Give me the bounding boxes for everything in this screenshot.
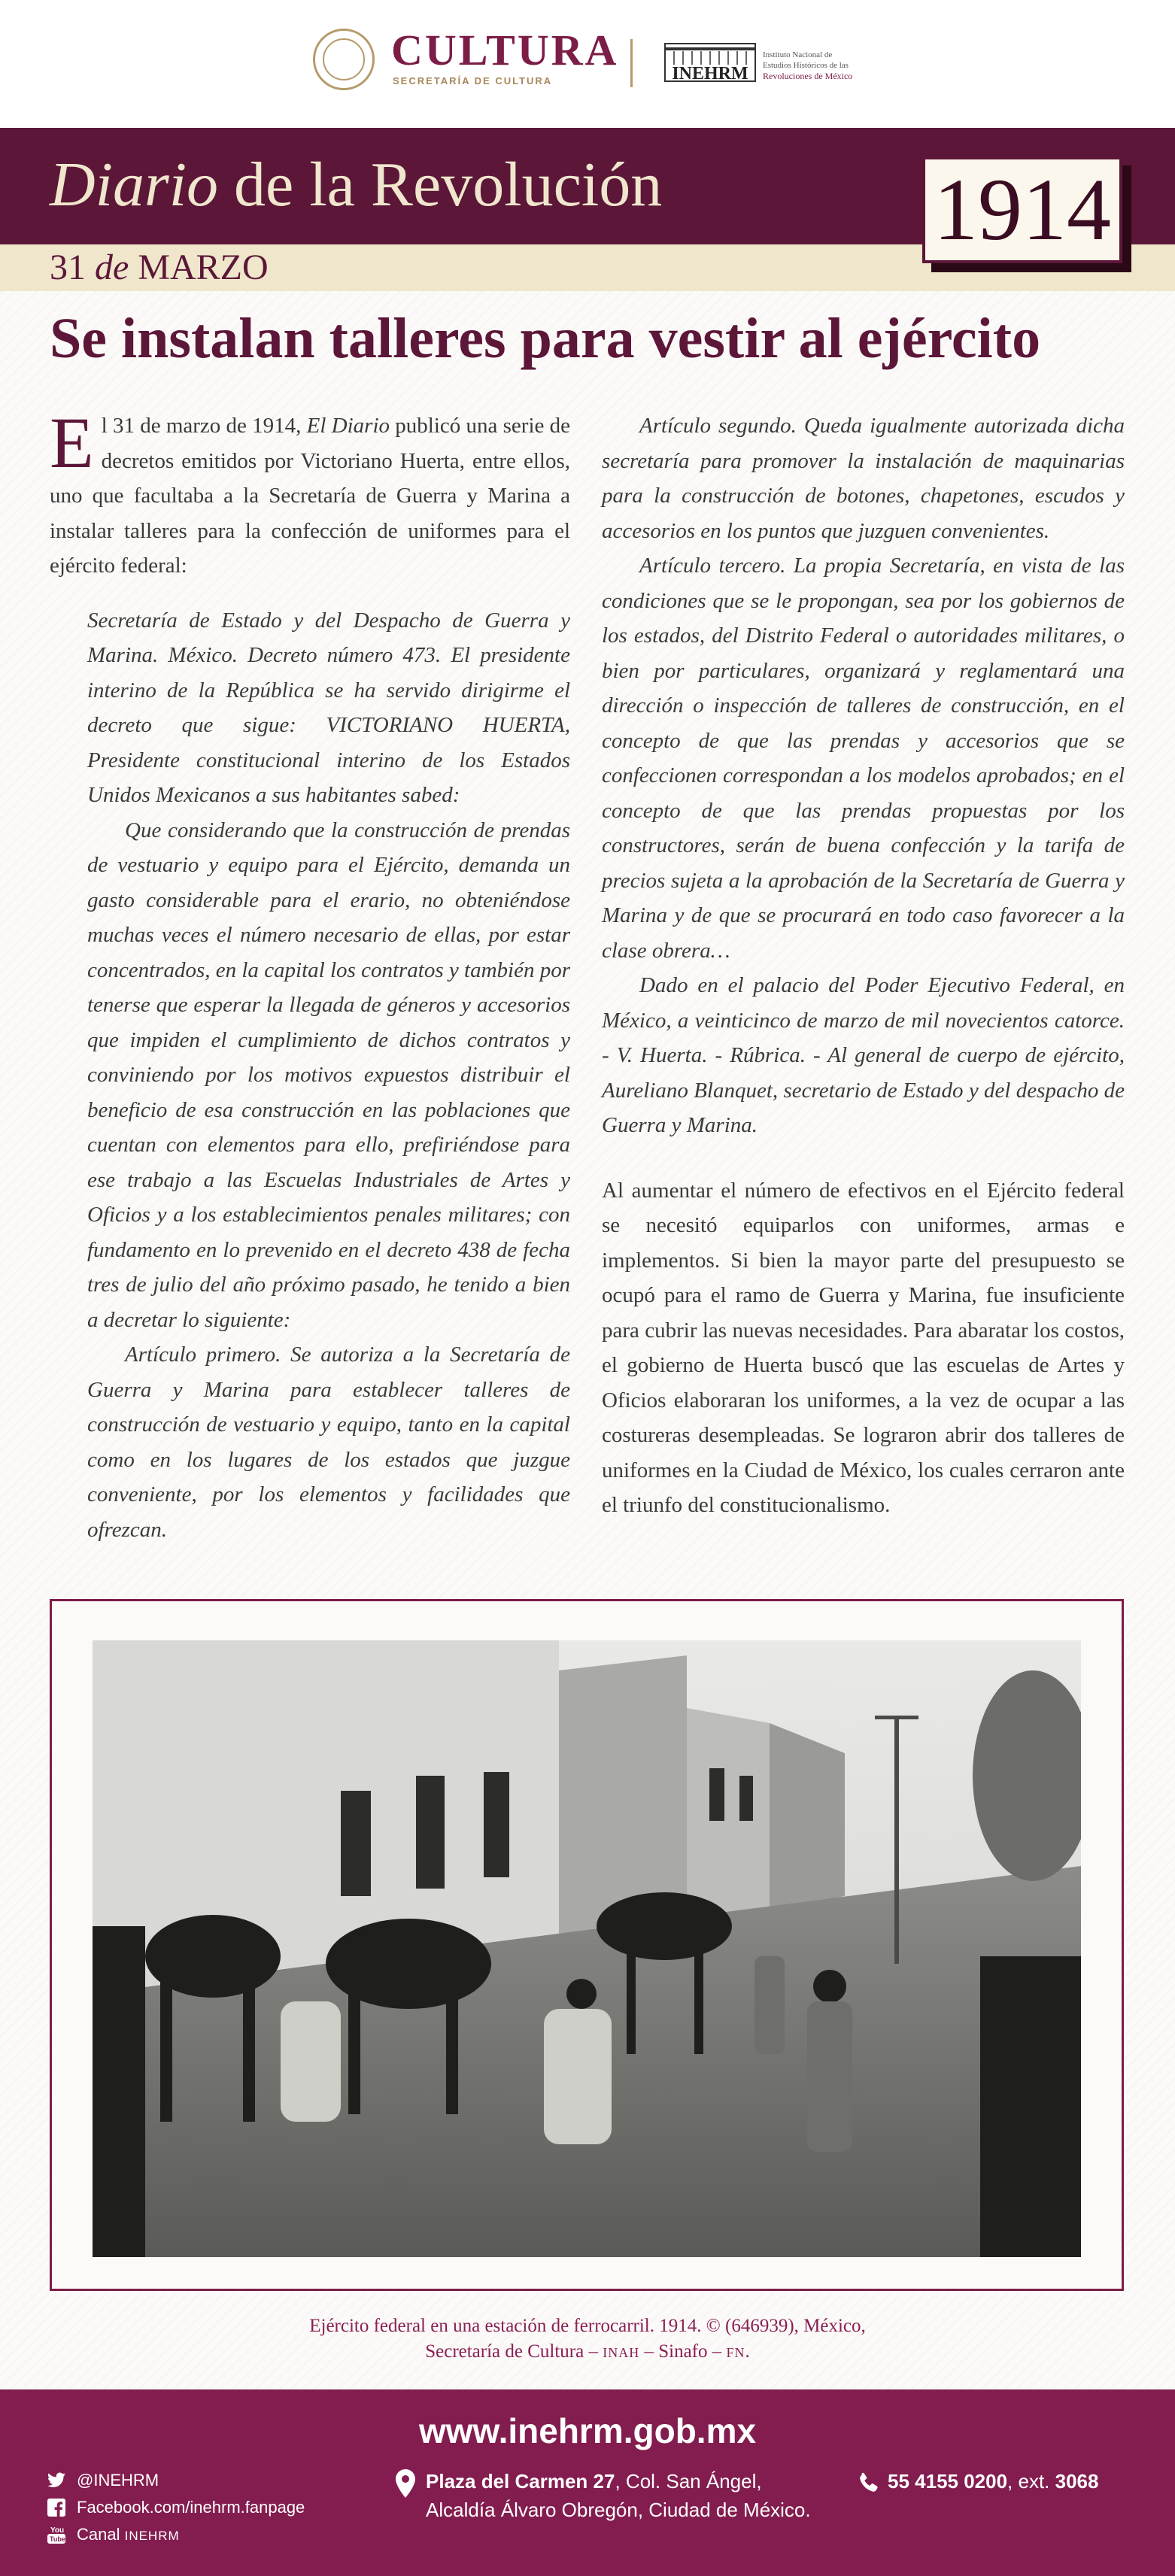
historical-photo bbox=[93, 1640, 1081, 2257]
article-column-left bbox=[50, 402, 571, 1547]
cultura-logo-text: CULTURA bbox=[391, 26, 619, 74]
article-column-right bbox=[602, 408, 1125, 1523]
twitter-link[interactable]: @INEHRM bbox=[45, 2467, 305, 2494]
inehrm-logo-text: INEHRM bbox=[672, 64, 748, 83]
issue-date: 31 de MARZO bbox=[50, 247, 269, 287]
logo-divider bbox=[630, 39, 633, 87]
cultura-logo-subtitle: SECRETARÍA DE CULTURA bbox=[393, 75, 553, 86]
phone-icon bbox=[858, 2471, 880, 2494]
article-headline: Se instalan talleres para vestir al ejército bbox=[50, 307, 1041, 370]
year-badge bbox=[922, 156, 1122, 263]
decree-quote-heading: Secretaría de Estado y del Despacho de Guerra y Marina. México. Decreto número 473. El presidente interino de la República se ha servido dirigirme el decreto que sigue: VICTORIANO HUERTA, Presidente constitucional interino de los Estados Unidos Mexicanos a sus habitantes sabed: bbox=[87, 608, 570, 807]
decree-article-third: Artículo tercero. La propia Secretaría, en vista de las condiciones que se le propongan, sea por los gobiernos de los estados, del Distrito Federal o autoridades militares, o bien por particulares, organizará y reglamentará una dirección o inspección de talleres de construcción, en el concepto de que las prendas y accesorios que se confeccionen correspondan a los modelos aprobados; en el concepto de que las prendas propuestas por los constructores, serán de buena confección y la tarifa de precios sujeta a la aprobación de la Secretaría de Guerra y Marina y de que se procurará en todo caso favorecer a la clase obrera… bbox=[602, 554, 1125, 963]
drop-cap: E bbox=[50, 402, 94, 483]
decree-article-first: Artículo primero. Se autoriza a la Secretaría de Guerra y Marina para establecer talleres de construcción de vestuario y equipo, tanto en la capital como en los lugares de los estados que juzgue conveniente, por los elementos y facilidades que ofrezcan. bbox=[87, 1343, 570, 1542]
photo-frame bbox=[50, 1599, 1124, 2291]
facebook-icon bbox=[45, 2496, 68, 2519]
decree-signature: Dado en el palacio del Poder Ejecutivo Federal, en México, a veinticinco de marzo de mil novecientos catorce. - V. Huerta. - Rúbrica. - Al general de cuerpo de ejército, Aureliano Blanquet, secretario de Estado y del despacho de Guerra y Marina. bbox=[602, 973, 1125, 1137]
youtube-link[interactable]: You Tube Canal INEHRM bbox=[45, 2521, 305, 2548]
svg-text:You: You bbox=[50, 2526, 65, 2535]
phone-number: 55 4155 0200, ext. 3068 bbox=[888, 2470, 1099, 2493]
social-links bbox=[45, 2467, 305, 2548]
photo-illustration bbox=[93, 1640, 1081, 2257]
decree-quote-considering: Que considerando que la construcción de prendas de vestuario y equipo para el Ejército, demanda un gasto considerable para el erario, no obteniéndose muchas veces el número necesario de ellas, por estar concentrados, en la capital los contratos y también por tenerse que esperar la llegada de géneros y accesorios que impiden el cumplimiento de dichos contratos y conviniendo por los motivos expuestos distribuir el beneficio de esa construcción en las poblaciones que cuentan con elementos para ello, prefiriéndose para ese trabajo a las Escuelas Industriales de Artes y Oficios y a los establecimientos penales militares; con fundamento en lo prevenido en el decreto 438 de fecha tres de julio del año próximo pasado, he tenido a bien a decretar lo siguiente: bbox=[87, 818, 570, 1332]
decree-article-second: Artículo segundo. Queda igualmente autorizada dicha secretaría para promover la instalación de maquinarias para la construcción de botones, chapetones, escudos y accesorios en los puntos que juzguen convenientes. bbox=[602, 414, 1125, 543]
year-text: 1914 bbox=[934, 160, 1111, 259]
youtube-icon bbox=[45, 2523, 68, 2546]
inehrm-full-name: Instituto Nacional de Estudios Históricos de las Revoluciones de México bbox=[763, 50, 853, 81]
website-link[interactable]: www.inehrm.gob.mx bbox=[418, 2411, 757, 2450]
photo-caption: Ejército federal en una estación de ferrocarril. 1914. © (646939), México, Secretaría de Cultura – INAH – Sinafo – FN. bbox=[309, 2316, 866, 2362]
location-pin-icon bbox=[396, 2469, 415, 2498]
article-intro: El 31 de marzo de 1914, El Diario publicó una serie de decretos emitidos por Victoriano Huerta, entre ellos, uno que facultaba a la Secretaría de Guerra y Marina a instalar talleres para la confección de uniformes para el ejército federal: bbox=[50, 402, 571, 578]
article-closing: Al aumentar el número de efectivos en el Ejército federal se necesitó equiparlos con uniformes, armas e implementos. Si bien la mayor parte del presupuesto se ocupó para el ramo de Guerra y Marina, fue insuficiente para cubrir las nuevas necesidades. Para abaratar los costos, el gobierno de Huerta buscó que las escuelas de Artes y Oficios elaboraran los uniformes, a la vez de ocupar a las costureras desempleadas. Se lograron abrir dos talleres de uniformes en la Ciudad de México, los cuales cerraron ante el triunfo del constitucionalismo. bbox=[602, 1178, 1125, 1517]
mexico-seal-icon bbox=[313, 29, 375, 90]
address: Plaza del Carmen 27, Col. San Ángel, Alcaldía Álvaro Obregón, Ciudad de México. bbox=[426, 2470, 811, 2521]
page-title: Diario de la Revolución bbox=[50, 150, 663, 220]
facebook-link[interactable]: Facebook.com/inehrm.fanpage bbox=[45, 2494, 305, 2521]
twitter-icon bbox=[45, 2469, 68, 2492]
svg-text:Tube: Tube bbox=[50, 2535, 65, 2543]
